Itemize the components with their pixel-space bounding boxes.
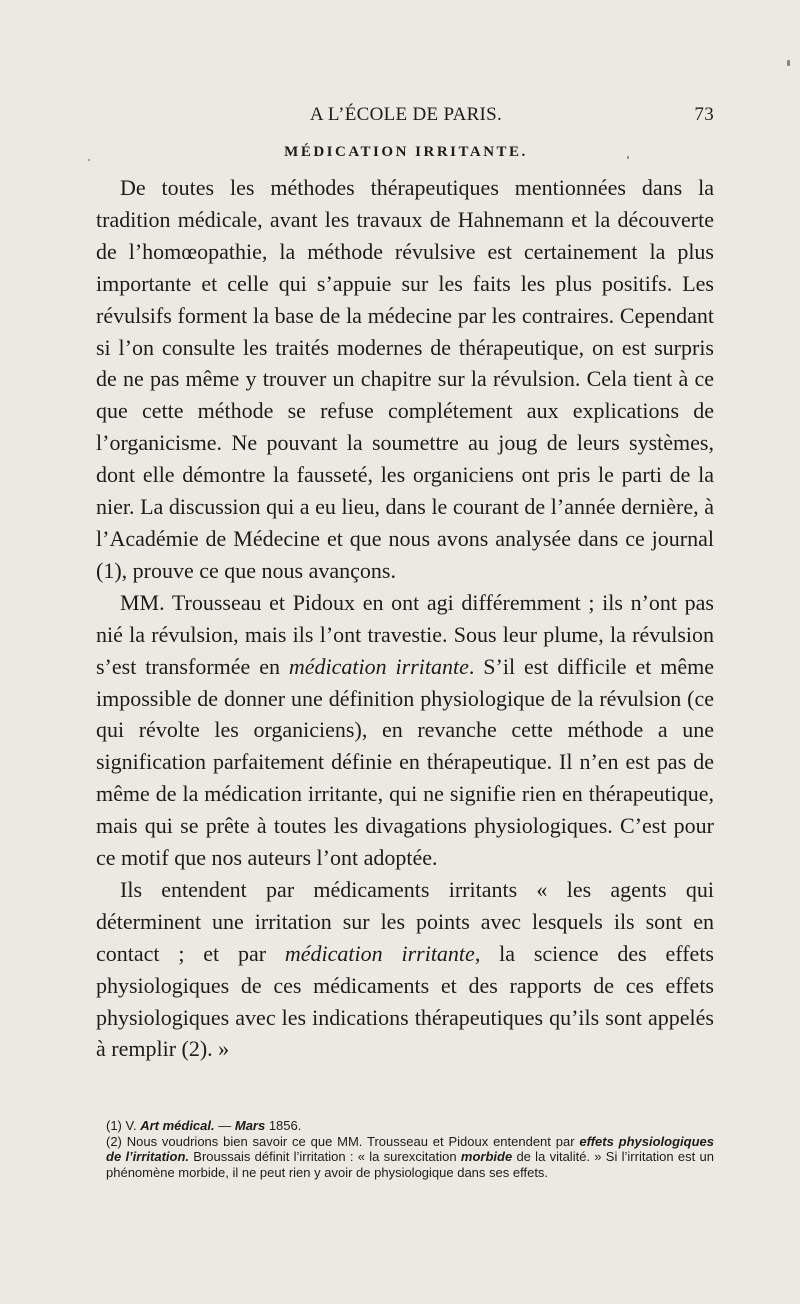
paragraph: De toutes les méthodes thérapeutiques mentionnées dans la tradition médicale, avant les travaux de Hahnemann et la découverte de l’homœopathie, la méthode révulsive est certainement la plus importante et celle qui s’appuie sur les faits les plus positifs. Les révulsifs forment la base de la médecine par les contraires. Cependant si l’on consulte les traités modernes de thérapeutique, on est surpris de ne pas même y trouver un chapitre sur la révulsion. Cela tient à ce que cette méthode se refuse complétement aux explications de l’organicisme. Ne pouvant la soumettre au joug de leurs systèmes, dont elle démontre la fausseté, les organiciens ont pris le parti de la nier. La discussion qui a eu lieu, dans le courant de l’année dernière, à l’Académie de Médecine et que nous avons analysée dans ce journal (1), prouve ce que nous avançons. xyxy=(96,175,714,583)
print-speck xyxy=(787,60,790,66)
emphasis-text: médication irritante xyxy=(284,940,475,966)
text-run: (1) V. xyxy=(106,1118,141,1133)
footnote xyxy=(106,1118,714,1134)
text-run: — xyxy=(214,1118,235,1133)
text-run: Broussais définit l’irritation : « la surexcitation xyxy=(189,1149,461,1164)
print-speck xyxy=(627,156,629,159)
running-title: A L’ÉCOLE DE PARIS. xyxy=(309,104,503,125)
text-run: Ils entendent par médicaments irritants « les agents qui déterminent une irritation sur les points avec lesquels ils sont en contact ; et par xyxy=(96,876,714,966)
text-run: MM. Trousseau et Pidoux en ont agi différemment ; ils n’ont pas nié la révulsion, mais ils l’ont travestie. Sous leur plume, la révulsion s’est transformée en xyxy=(96,589,714,679)
emphasis-text: Mars xyxy=(234,1118,266,1133)
section-title: MÉDICATION IRRITANTE. xyxy=(284,144,528,160)
emphasis-text: morbide xyxy=(460,1149,513,1164)
footnotes xyxy=(98,1118,714,1180)
running-head xyxy=(98,104,714,138)
body-text xyxy=(96,172,714,1065)
print-speck xyxy=(88,159,90,161)
paragraph xyxy=(96,587,714,874)
paragraph xyxy=(96,874,714,1065)
emphasis-text: Art médical. xyxy=(140,1118,215,1133)
emphasis-text: médication irritante xyxy=(288,653,469,679)
emphasis-text: effets physiologiques de l’irritation. xyxy=(106,1133,714,1164)
page-number: 73 xyxy=(694,104,714,125)
text-run: 1856. xyxy=(265,1118,302,1133)
text-run: . S’il est difficile et même impossible de donner une définition physiologique de la révulsion (ce qui révolte les organiciens), en revanche cette méthode a une signification parfaitement définie en thérapeutique. Il n’en est pas de même de la médication irritante, qui ne signifie rien en thérapeutique, mais qui se prête à toutes les divagations physiologiques. C’est pour ce motif que nos auteurs l’ont adoptée. xyxy=(96,653,714,871)
text-run: , la science des effets physiologiques de ces médicaments et des rapports de ces effets physiologiques avec les indications thérapeutiques qu’ils sont appelés à remplir (2). » xyxy=(96,940,714,1062)
footnote xyxy=(106,1134,714,1181)
text-run: (2) Nous voudrions bien savoir ce que MM. Trousseau et Pidoux entendent par xyxy=(106,1133,580,1149)
text-run: de la vitalité. » Si l’irritation est un phénomène morbide, il ne peut rien y avoir de physiologique dans ses effets. xyxy=(106,1149,714,1180)
